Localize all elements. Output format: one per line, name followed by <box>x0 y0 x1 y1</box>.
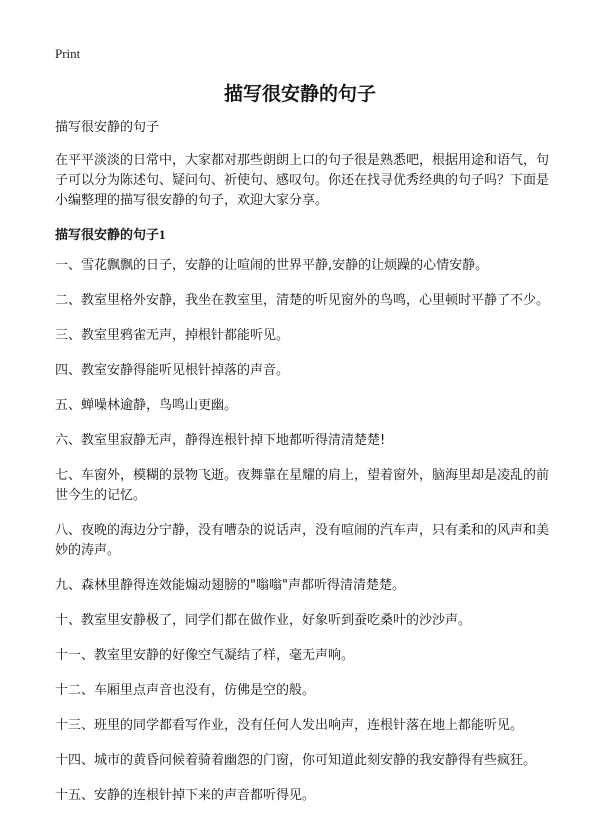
sentence-item: 十五、安静的连根针掉下来的声音都听得见。 <box>55 788 316 803</box>
article-subtitle: 描写很安静的句子 <box>55 120 160 135</box>
page-title: 描写很安静的句子 <box>223 83 376 105</box>
sentence-item: 五、蝉噪林逾静，鸟鸣山更幽。 <box>55 398 238 413</box>
print-link[interactable]: Print <box>55 46 81 61</box>
sentence-item: 九、森林里静得连效能煽动翅膀的"嗡嗡"声都听得清清楚楚。 <box>55 578 405 593</box>
section-heading-text: 描写很安静的句子 <box>55 228 160 243</box>
sentence-item: 七、车窗外，模糊的景物飞逝。夜舞靠在星耀的肩上，望着窗外，脑海里却是凌乱的前世今生的记忆。 <box>55 468 550 503</box>
sentence-item: 三、教室里鸦雀无声，掉根针都能听见。 <box>55 328 290 343</box>
sentence-item: 十四、城市的黄昏问候着骑着幽怨的门窗，你可知道此刻安静的我安静得有些疯狂。 <box>55 753 537 768</box>
article-intro: 在平平淡淡的日常中，大家都对那些朗朗上口的句子很是熟悉吧，根据用途和语气，句子可以分为陈述句、疑问句、祈使句、感叹句。你还在找寻优秀经典的句子吗？下面是小编整理的描写很安静的句子，欢迎大家分享。 <box>55 153 550 208</box>
sentence-item: 四、教室安静得能听见根针掉落的声音。 <box>55 363 290 378</box>
sentence-item: 二、教室里格外安静，我坐在教室里，清楚的听见窗外的鸟鸣，心里顿时平静了不少。 <box>55 293 550 308</box>
article-body <box>55 118 552 821</box>
sentence-item: 一、雪花飘飘的日子，安静的让喧闹的世界平静,安静的让烦躁的心情安静。 <box>55 258 489 273</box>
sentence-item: 八、夜晚的海边分宁静，没有嘈杂的说话声，没有喧闹的汽车声，只有柔和的风声和美妙的涛声。 <box>55 523 550 558</box>
sentence-item: 六、教室里寂静无声，静得连根针掉下地都听得清清楚楚! <box>55 433 386 448</box>
sentence-item: 十二、车厢里点声音也没有，仿佛是空的般。 <box>55 683 316 698</box>
sentence-item: 十一、教室里安静的好像空气凝结了样，毫无声响。 <box>55 648 355 663</box>
section-heading-number: 1 <box>159 227 166 242</box>
sentence-item: 十三、班里的同学都看写作业，没有任何人发出响声，连根针落在地上都能听见。 <box>55 718 524 733</box>
sentence-item: 十、教室里安静极了，同学们都在做作业，好象听到蚕吃桑叶的沙沙声。 <box>55 613 472 628</box>
section-heading <box>55 225 552 246</box>
